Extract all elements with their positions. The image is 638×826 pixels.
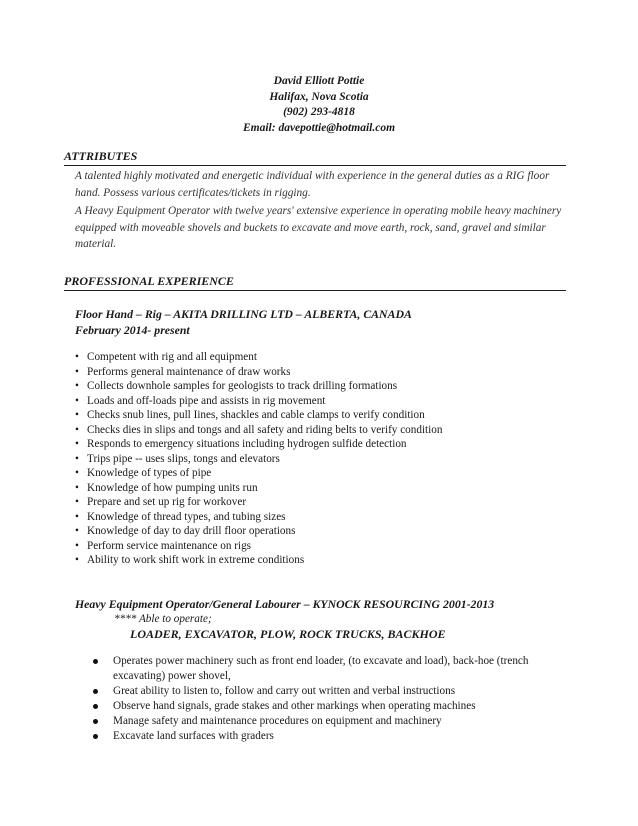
- list-item-text: Knowledge of day to day drill floor operations: [87, 525, 296, 537]
- bullet-dot: [93, 734, 98, 739]
- list-item: [75, 524, 442, 539]
- list-item-text: Responds to emergency situations including hydrogen sulfide detection: [87, 438, 407, 450]
- list-item-text: Prepare and set up rig for workover: [87, 496, 247, 508]
- candidate-name: David Elliott Pottie: [273, 75, 365, 87]
- bullet-glyph: •: [75, 351, 79, 363]
- list-item-text: Collects downhole samples for geologists to track drilling formations: [87, 380, 398, 392]
- list-item: [93, 714, 533, 729]
- bullet-dot: [93, 704, 98, 709]
- list-item: [75, 394, 442, 409]
- experience-heading: PROFESSIONAL EXPERIENCE: [64, 274, 566, 291]
- bullet-glyph: •: [75, 438, 79, 450]
- list-item-text: Ability to work shift work in extreme conditions: [87, 554, 305, 566]
- bullet-glyph: •: [75, 423, 79, 436]
- list-item: [93, 654, 533, 684]
- list-item-text: Observe hand signals, grade stakes and other markings when operating machines: [113, 700, 476, 712]
- candidate-phone: (902) 293-4818: [283, 106, 355, 118]
- job1-dates: February 2014- present: [75, 323, 190, 337]
- candidate-location: Halifax, Nova Scotia: [269, 90, 369, 103]
- list-item-text: Checks snub lines, pull Iines, shackles and cable clamps to verify condition: [87, 409, 425, 421]
- bullet-dot: [93, 659, 98, 664]
- bullet-glyph: •: [75, 452, 79, 465]
- list-item-text: Performs general maintenance of draw works: [87, 365, 291, 378]
- job2-title: Heavy Equipment Operator/General Labourer – KYNOCK RESOURCING 2001-2013: [75, 597, 495, 611]
- job2-equipment-list: LOADER, EXCAVATOR, PLOW, ROCK TRUCKS, BACKHOE: [130, 627, 446, 641]
- list-item-text: Knowledge of how pumping units run: [87, 481, 258, 494]
- job2-duties-list: [93, 654, 533, 744]
- job1-duties-list: [75, 350, 442, 568]
- bullet-glyph: •: [75, 525, 79, 537]
- bullet-glyph: •: [75, 467, 79, 479]
- bullet-glyph: •: [75, 394, 79, 407]
- list-item: [93, 684, 533, 699]
- attributes-heading: ATTRIBUTES: [64, 149, 566, 166]
- list-item: [75, 423, 442, 438]
- bullet-dot: [93, 689, 98, 694]
- bullet-glyph: •: [75, 409, 79, 421]
- list-item-text: Trips pipe -- uses slips, tongs and elevators: [87, 452, 280, 465]
- list-item-text: Perform service maintenance on rigs: [87, 539, 252, 552]
- list-item: [75, 365, 442, 380]
- list-item-text: Excavate land surfaces with graders: [113, 730, 274, 742]
- bullet-dot: [93, 719, 98, 724]
- list-item: [75, 510, 442, 525]
- list-item: [75, 452, 442, 467]
- list-item-text: Manage safety and maintenance procedures on equipment and machinery: [113, 715, 442, 727]
- list-item: [75, 553, 442, 568]
- bullet-glyph: •: [75, 481, 79, 494]
- bullet-glyph: •: [75, 539, 79, 552]
- list-item: [93, 729, 533, 744]
- bullet-glyph: •: [75, 496, 79, 508]
- list-item-text: Knowledge of types of pipe: [87, 467, 212, 479]
- list-item-text: Competent with rig and all equipment: [87, 351, 257, 363]
- bullet-glyph: •: [75, 380, 79, 392]
- list-item: [75, 495, 442, 510]
- bullet-glyph: •: [75, 510, 79, 523]
- list-item-text: Great ability to listen to, follow and carry out written and verbal instructions: [113, 685, 456, 697]
- list-item-text: Loads and off-loads pipe and assists in rig movement: [87, 394, 326, 407]
- list-item-text: Checks dies in slips and tongs and all safety and riding belts to verify condition: [87, 423, 443, 436]
- bullet-glyph: •: [75, 554, 79, 566]
- job2-able-note: **** Able to operate;: [114, 613, 212, 625]
- candidate-email: Email: davepottie@hotmail.com: [242, 121, 396, 134]
- contact-header: [0, 74, 638, 136]
- list-item: [75, 466, 442, 481]
- list-item: [75, 539, 442, 554]
- attributes-paragraph-1: A talented highly motivated and energetic individual with experience in the general duties as a RIG floor hand. Possess various certificates/tickets in rigging.: [75, 170, 550, 199]
- list-item: [75, 481, 442, 496]
- list-item: [75, 437, 442, 452]
- list-item: [75, 350, 442, 365]
- bullet-glyph: •: [75, 365, 79, 378]
- job1-title: Floor Hand – Rig – AKITA DRILLING LTD – ALBERTA, CANADA: [75, 307, 412, 321]
- list-item: [75, 408, 442, 423]
- list-item: [75, 379, 442, 394]
- list-item-text: Operates power machinery such as front end loader, (to excavate and load), back-hoe (trench excavating) power shovel,: [113, 655, 529, 682]
- attributes-paragraph-2: A Heavy Equipment Operator with twelve years' extensive experience in operating mobile heavy machinery equipped with moveable shovels and buckets to excavate and move earth, rock, sand, gravel and similar material.: [75, 205, 562, 250]
- list-item-text: Knowledge of thread types, and tubing sizes: [87, 510, 286, 523]
- list-item: [93, 699, 533, 714]
